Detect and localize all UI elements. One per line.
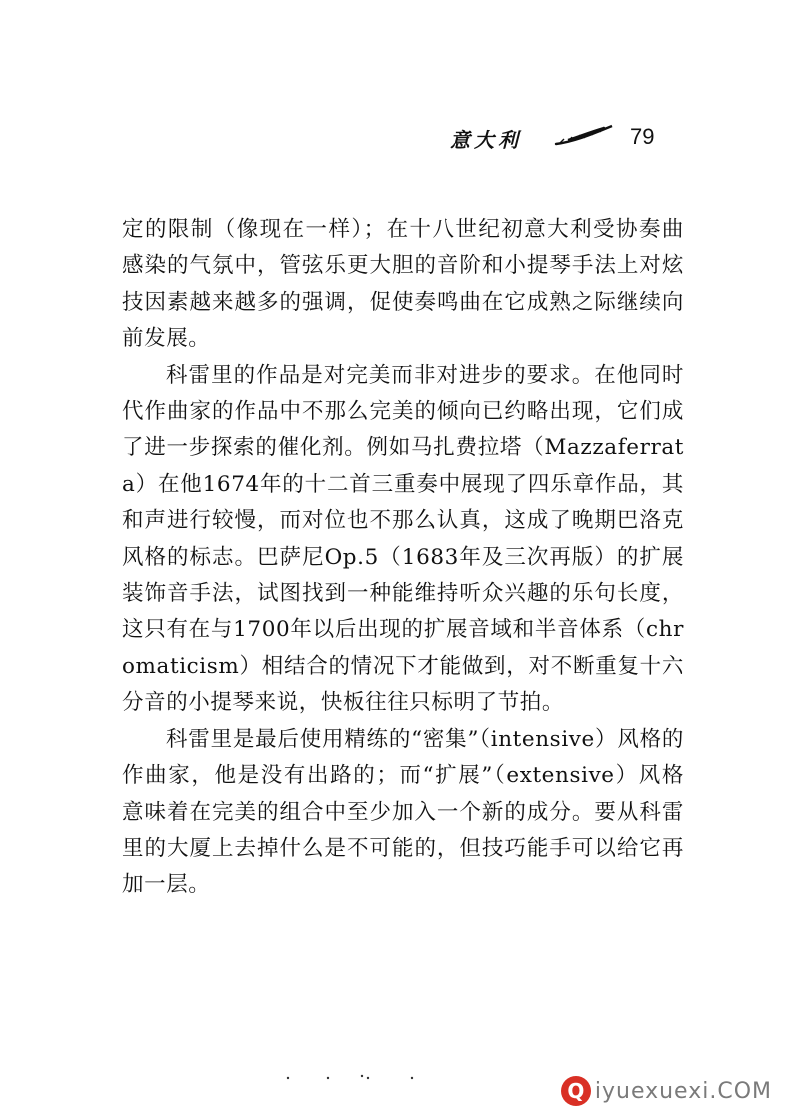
scan-specks (280, 1072, 440, 1084)
paragraph-continued: 定的限制（像现在一样）；在十八世纪初意大利受协奏曲感染的气氛中，管弦乐更大胆的音阶和小提琴手法上对炫技因素越来越多的强调，促使奏鸣曲在它成熟之际继续向前发展。 (122, 217, 684, 352)
feather-ornament-icon (554, 122, 614, 150)
site-watermark (561, 1076, 772, 1106)
page-number: 79 (630, 124, 655, 149)
body-text (122, 212, 684, 904)
paragraph-corelli-intensive: 科雷里是最后使用精练的“密集”（intensive）风格的作曲家，他是没有出路的；而“扩展”（extensive）风格意味着在完美的组合中至少加入一个新的成分。要从科雷里的大厦上去掉什么是不可能的，但技巧能手可以给它再加一层。 (122, 726, 684, 898)
running-title: 意大利 (450, 128, 522, 152)
watermark-logo-icon: Q (561, 1076, 591, 1106)
page-header (450, 118, 680, 158)
paragraph-corelli-perfection: 科雷里的作品是对完美而非对进步的要求。在他同时代作曲家的作品中不那么完美的倾向已约略出现，它们成了进一步探索的催化剂。例如马扎费拉塔（Mazzaferrata）在他1674年的十二首三重奏中展现了四乐章作品，其和声进行较慢，而对位也不那么认真，这成了晚期巴洛克风格的标志。巴萨尼Op.5（1683年及三次再版）的扩展装饰音手法，试图找到一种能维持听众兴趣的乐句长度，这只有在与1700年以后出现的扩展音域和半音体系（chromaticism）相结合的情况下才能做到，对不断重复十六分音的小提琴来说，快板往往只标明了节拍。 (122, 362, 684, 716)
watermark-text: iyuexuexi.COM (594, 1078, 772, 1104)
